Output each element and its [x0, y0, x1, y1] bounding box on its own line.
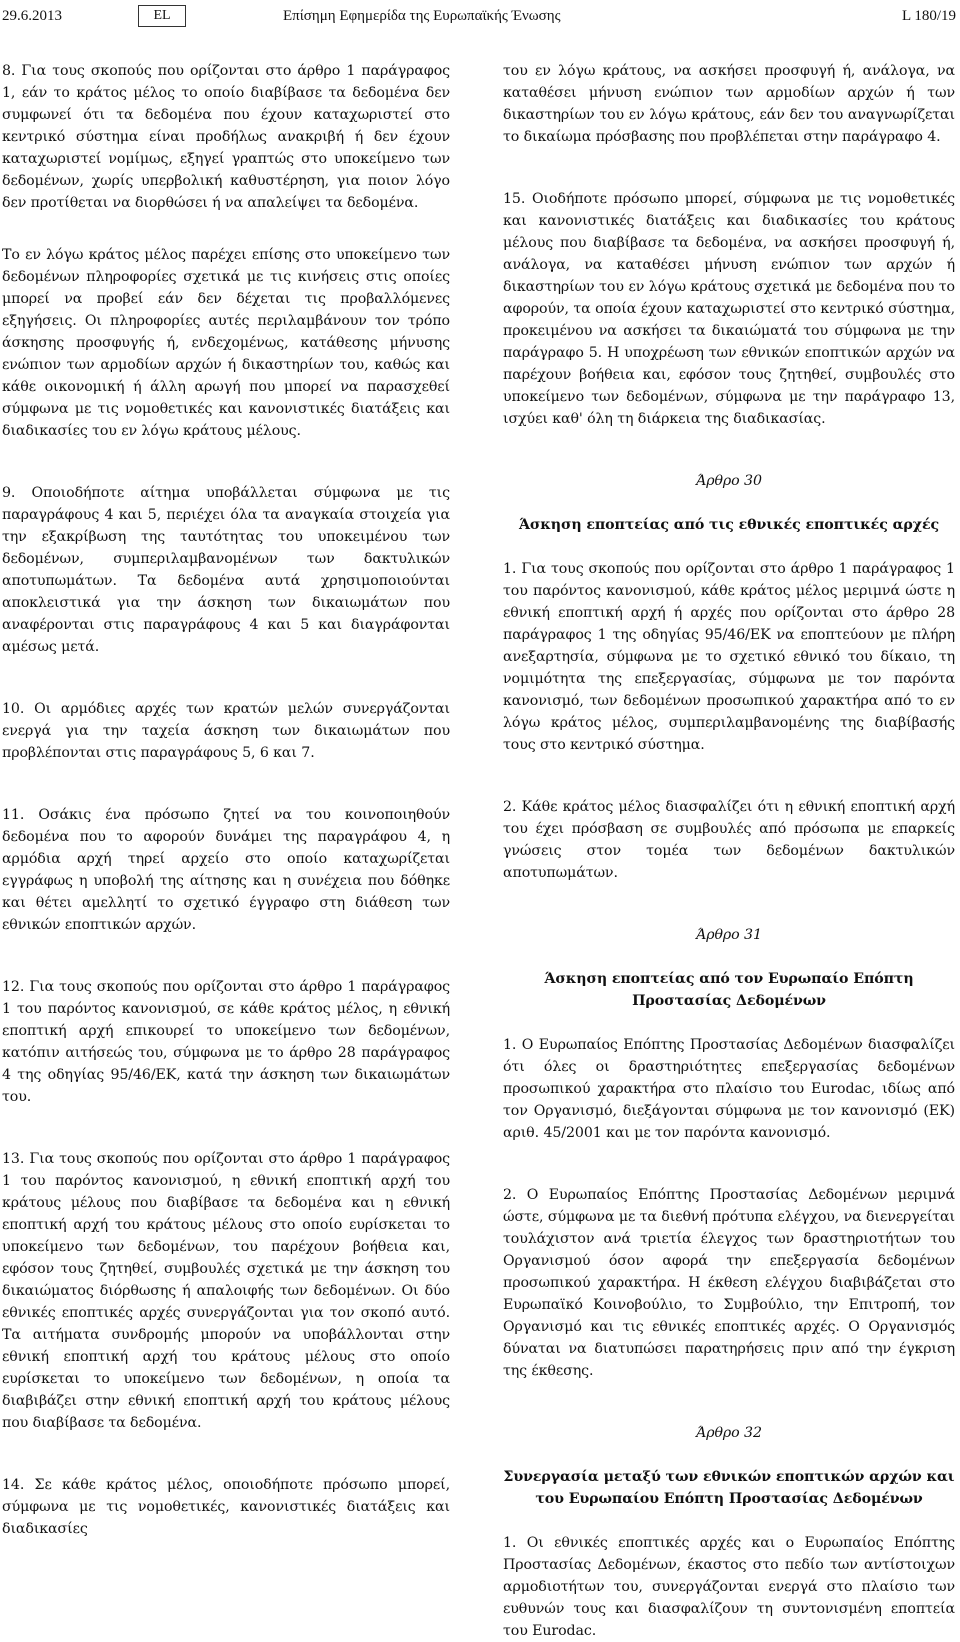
article-30-title: Άρθρο 30: [696, 473, 762, 489]
journal-title: Επίσημη Εφημερίδα της Ευρωπαϊκής Ένωσης: [283, 8, 561, 24]
article-31-heading: Άσκηση εποπτείας από τον Ευρωπαίο Επόπτη Προστασίας Δεδομένων: [544, 971, 914, 1009]
paragraph-12: 12. Για τους σκοπούς που ορίζονται στο άρθρο 1 παράγραφος 1 του παρόντος κανονισμού, σε κάθε κράτος μέλος, η εθνική εποπτική αρχή επικουρεί το υποκείμενο των δεδομένων, κατόπιν αιτήσεώς του, σύμφωνα με το άρθρο 28 παράγραφος 4 της οδηγίας 95/46/ΕΚ, κατά την άσκηση των δικαιωμάτων του.: [2, 979, 450, 1105]
article-32-heading: Συνεργασία μεταξύ των εθνικών εποπτικών αρχών και του Ευρωπαίου Επόπτη Προστασίας Δεδομένων: [503, 1469, 955, 1507]
paragraph-11: 11. Οσάκις ένα πρόσωπο ζητεί να του κοινοποιηθούν δεδομένα που το αφορούν δυνάμει της παραγράφου 4, η αρμόδια αρχή τηρεί αρχείο στο οποίο καταχωρίζεται εγγράφως η υποβολή της αίτησης και η συνέχεια που δόθηκε και θέτει αμελλητί το σχετικό έγγραφο στη διάθεση των εθνικών εποπτικών αρχών.: [2, 807, 450, 933]
paragraph-8: 8. Για τους σκοπούς που ορίζονται στο άρθρο 1 παράγραφος 1, εάν το κράτος μέλος το οποίο διαβίβασε τα δεδομένα δεν συμφωνεί ότι τα δεδομένα που έχουν καταχωριστεί στο κεντρικό σύστημα είναι προδήλως ανακριβή ή δεν έχουν καταχωριστεί νομίμως, εξηγεί γραπτώς στο υποκείμενο των δεδομένων, χωρίς υπερβολική καθυστέρηση, για ποιον λόγο δεν προτίθεται να διορθώσει ή να απαλείψει τα δεδομένα.: [2, 63, 450, 211]
page-header: [0, 4, 960, 32]
paragraph-10: 10. Οι αρμόδιες αρχές των κρατών μελών συνεργάζονται ενεργά για την ταχεία άσκηση των δικαιωμάτων που προβλέπονται στις παραγράφους 5, 6 και 7.: [2, 701, 450, 761]
paragraph-15: 15. Οιοδήποτε πρόσωπο μπορεί, σύμφωνα με τις νομοθετικές και κανονιστικές διατάξεις και διαδικασίες του κράτους μέλους που διαβίβασε τα δεδομένα, να ασκήσει προσφυγή ή, ανάλογα, να καταθέσει μήνυση ενώπιον των αρχών ή δικαστηρίων του εν λόγω κράτους σχετικά με δεδομένα που το αφορούν, τα οποία έχουν καταχωριστεί στο κεντρικό σύστημα, προκειμένου να ασκήσει τα δικαιώματά του σύμφωνα με την παράγραφο 5. Η υποχρέωση των εθνικών εποπτικών αρχών να παρέχουν βοήθεια και, εφόσον τους ζητηθεί, συμβουλές στο υποκείμενο των δεδομένων, σύμφωνα με την παράγραφο 13, ισχύει καθ' όλη τη διάρκεια της διαδικασίας.: [503, 191, 955, 427]
paragraph-9: 9. Οποιοδήποτε αίτημα υποβάλλεται σύμφωνα με τις παραγράφους 4 και 5, περιέχει όλα τα αναγκαία στοιχεία για την εξακρίβωση της ταυτότητας του υποκειμένου των δεδομένων, συμπεριλαμβανομένων των δακτυλικών αποτυπωμάτων. Τα δεδομένα αυτά χρησιμοποιούνται αποκλειστικά για την άσκηση των δικαιωμάτων που αναφέρονται στις παραγράφους 4 και 5 και διαγράφονται αμέσως μετά.: [2, 485, 450, 655]
article-31-paragraph-2: 2. Ο Ευρωπαίος Επόπτης Προστασίας Δεδομένων μεριμνά ώστε, σύμφωνα με τα διεθνή πρότυπα ελέγχου, να διενεργείται τουλάχιστον ανά τριετία έλεγχος των δραστηριοτήτων του Οργανισμού όσον αφορά την επεξεργασία δεδομένων προσωπικού χαρακτήρα. Η έκθεση ελέγχου διαβιβάζεται στο Ευρωπαϊκό Κοινοβούλιο, το Συμβούλιο, την Επιτροπή, τον Οργανισμό και τις εθνικές εποπτικές αρχές. Ο Οργανισμός δύναται να διατυπώσει παρατηρήσεις πριν από την έγκριση της έκθεσης.: [503, 1187, 955, 1379]
article-32-paragraph-1: 1. Οι εθνικές εποπτικές αρχές και ο Ευρωπαίος Επόπτης Προστασίας Δεδομένων, έκαστος στο πεδίο των αντίστοιχων αρμοδιοτήτων του, συνεργάζονται ενεργά στο πλαίσιο των ευθυνών τους και διασφαλίζουν τη συντονισμένη εποπτεία του Eurodac.: [503, 1535, 955, 1639]
language-badge: EL: [138, 5, 186, 27]
article-30-paragraph-1: 1. Για τους σκοπούς που ορίζονται στο άρθρο 1 παράγραφος 1 του παρόντος κανονισμού, κάθε κράτος μέλος μεριμνά ώστε η εθνική εποπτική αρχή ή αρχές που ορίζονται στο άρθρο 28 παράγραφος 1 της οδηγίας 95/46/ΕΚ να εποπτεύουν με πλήρη ανεξαρτησία, σύμφωνα με το σχετικό εθνικό του δίκαιο, τη νομιμότητα της επεξεργασίας, σύμφωνα με τον παρόντα κανονισμό, των δεδομένων προσωπικού χαρακτήρα από το εν λόγω κράτος μέλος, συμπεριλαμβανομένης της διαβίβασής τους στο κεντρικό σύστημα.: [503, 561, 955, 753]
article-31-paragraph-1: 1. Ο Ευρωπαίος Επόπτης Προστασίας Δεδομένων διασφαλίζει ότι όλες οι δραστηριότητες επεξεργασίας δεδομένων προσωπικού χαρακτήρα στο πλαίσιο του Eurodac, ιδίως από τον Οργανισμό, διεξάγονται σύμφωνα με τον κανονισμό (ΕΚ) αριθ. 45/2001 και με τον παρόντα κανονισμό.: [503, 1037, 955, 1141]
left-column: [2, 60, 450, 1540]
paragraph-14-continued: του εν λόγω κράτους, να ασκήσει προσφυγή ή, ανάλογα, να καταθέσει μήνυση ενώπιον των αρμοδίων αρχών ή των δικαστηρίων του εν λόγω κράτους, εάν δεν του αναγνωρίζεται το δικαίωμα πρόσβασης που προβλέπεται στην παράγραφο 4.: [503, 63, 955, 145]
page-reference: L 180/19: [901, 8, 956, 24]
article-32-title: Άρθρο 32: [696, 1425, 762, 1441]
article-30-heading: Άσκηση εποπτείας από τις εθνικές εποπτικές αρχές: [518, 517, 940, 533]
right-column: [503, 60, 955, 1642]
article-31-title: Άρθρο 31: [696, 927, 762, 943]
paragraph-13: 13. Για τους σκοπούς που ορίζονται στο άρθρο 1 παράγραφος 1 του παρόντος κανονισμού, η εθνική εποπτική αρχή του κράτους μέλους που διαβίβασε τα δεδομένα και η εθνική εποπτική αρχή του κράτους μέλους στο οποίο ευρίσκεται το υποκείμενο των δεδομένων, του παρέχουν βοήθεια και, εφόσον τους ζητηθεί, συμβουλές σχετικά με την άσκηση του δικαιώματος διόρθωσης ή απαλοιφής των δεδομένων. Οι δύο εθνικές εποπτικές αρχές συνεργάζονται για τον σκοπό αυτό. Τα αιτήματα συνδρομής μπορούν να υποβάλλονται στην εθνική εποπτική αρχή του κράτους μέλους στο οποίο ευρίσκεται το υποκείμενο των δεδομένων, η οποία τα διαβιβάζει στην εθνική εποπτική αρχή του κράτους μέλους που διαβίβασε τα δεδομένα.: [2, 1151, 450, 1431]
article-30-paragraph-2: 2. Κάθε κράτος μέλος διασφαλίζει ότι η εθνική εποπτική αρχή του έχει πρόσβαση σε συμβουλές από πρόσωπα με επαρκείς γνώσεις στον τομέα των δεδομένων δακτυλικών αποτυπωμάτων.: [503, 799, 955, 881]
paragraph-14: 14. Σε κάθε κράτος μέλος, οποιοδήποτε πρόσωπο μπορεί, σύμφωνα με τις νομοθετικές, κανονιστικές διατάξεις και διαδικασίες: [2, 1477, 450, 1537]
paragraph-8-continued: Το εν λόγω κράτος μέλος παρέχει επίσης στο υποκείμενο των δεδομένων πληροφορίες σχετικά με τις κινήσεις στις οποίες μπορεί να προβεί εάν δεν δέχεται τις προβαλλόμενες εξηγήσεις. Οι πληροφορίες αυτές περιλαμβάνουν τον τρόπο άσκησης προσφυγής ή, ενδεχομένως, κατάθεσης μήνυσης ενώπιον των αρμοδίων αρχών ή δικαστηρίων του, καθώς και κάθε οικονομική ή άλλη αρωγή που μπορεί να παρασχεθεί σύμφωνα με τις νομοθετικές και κανονιστικές διατάξεις και διαδικασίες του εν λόγω κράτους μέλους.: [2, 247, 450, 439]
publication-date: 29.6.2013: [2, 8, 62, 24]
